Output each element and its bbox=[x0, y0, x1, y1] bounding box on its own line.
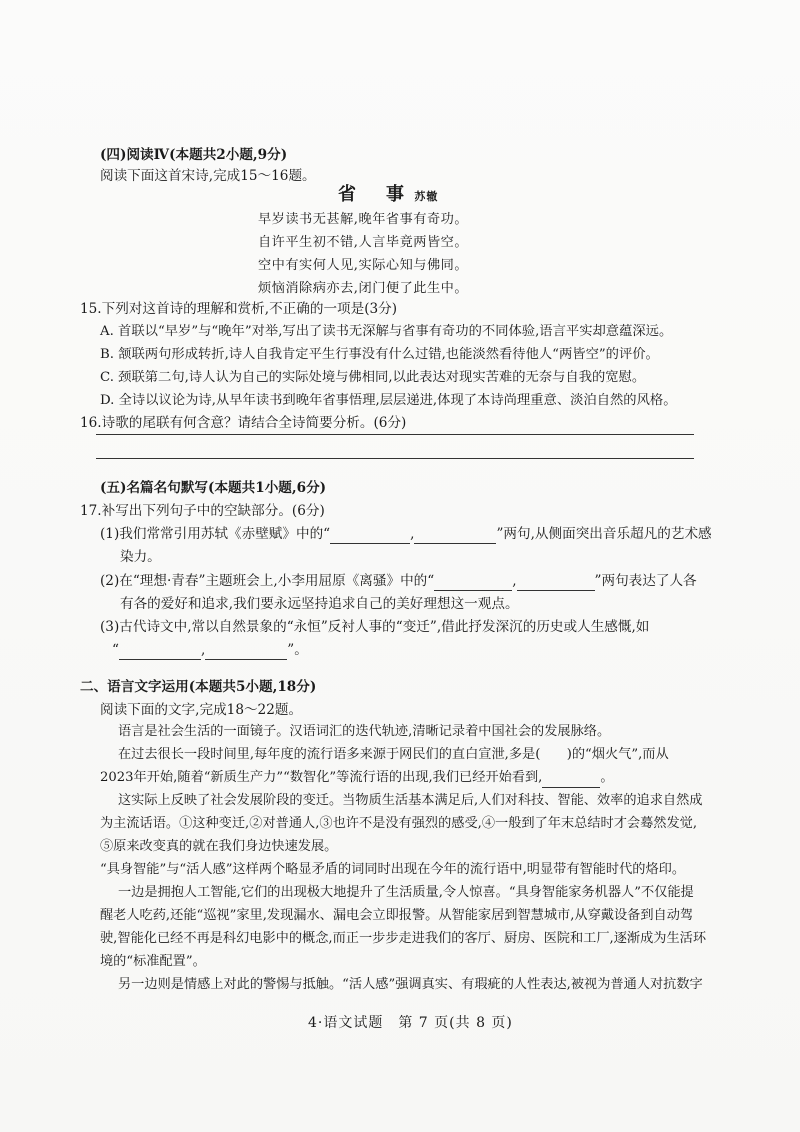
passage-para-2-line-1: 在过去很长一段时间里,每年度的流行语多来源于网民们的直白宣泄,多是( )的“烟火气”,而从 bbox=[118, 747, 669, 762]
passage-para-1: 语言是社会生活的一面镜子。汉语词汇的迭代轨迹,清晰记录着中国社会的发展脉络。 bbox=[118, 724, 611, 739]
q17-item1-text-a: (1)我们常常引用苏轼《赤壁赋》中的“ bbox=[100, 526, 331, 542]
question-16-stem: 16.诗歌的尾联有何含意？请结合全诗简要分析。(6分) bbox=[80, 415, 407, 431]
q17-item2-text-a: (2)在“理想·青春”主题班会上,小李用屈原《离骚》中的“ bbox=[100, 573, 435, 589]
passage-para-6: 另一边则是情感上对此的警惕与抵触。“活人感”强调真实、有瑕疵的人性表达,被视为普通人对抗数字 bbox=[118, 977, 703, 992]
passage-para-3-line-3: ⑤原来改变真的就在我们身边快速发展。 bbox=[100, 839, 338, 854]
q17-item1-text-c: ”两句,从侧面突出音乐超凡的艺术感 bbox=[496, 526, 712, 542]
poem-line-1: 早岁读书无甚解,晚年省事有奇功。 bbox=[258, 212, 469, 227]
passage-para-2-text: 2023年开始,随着“新质生产力”“数智化”等流行语的出现,我们已经开始看到, bbox=[100, 770, 543, 785]
section-heading-recitation: (五)名篇名句默写(本题共1小题,6分) bbox=[100, 480, 327, 496]
question-15-option-c: C. 颈联第二句,诗人认为自己的实际处境与佛相同,以此表达对现实苦难的无奈与自我的宽慰。 bbox=[100, 370, 646, 385]
answer-line-1 bbox=[96, 434, 694, 435]
blank-2b[interactable] bbox=[517, 576, 595, 591]
poem-line-3: 空中有实何人见,实际心知与佛同。 bbox=[258, 258, 469, 273]
question-17-item-3: (3)古代诗文中,常以自然景象的“永恒”反衬人事的“变迁”,借此抒发深沉的历史或人生感慨,如 bbox=[100, 619, 650, 635]
question-17-item-2-cont: 有各的爱好和追求,我们要永远坚持追求自己的美好理想这一观点。 bbox=[120, 596, 519, 612]
part-2-intro: 阅读下面的文字,完成18～22题。 bbox=[100, 702, 303, 718]
q17-item3-comma: , bbox=[200, 642, 206, 658]
blank-1b[interactable] bbox=[414, 529, 496, 544]
poem-author: 苏辙 bbox=[414, 190, 439, 203]
section-intro: 阅读下面这首宋诗,完成15～16题。 bbox=[100, 168, 316, 184]
poem-title: 省 事 bbox=[338, 184, 410, 205]
question-17-stem: 17.补写出下列句子中的空缺部分。(6分) bbox=[80, 503, 325, 519]
question-15-stem: 15.下列对这首诗的理解和赏析,不正确的一项是(3分) bbox=[80, 301, 398, 317]
q17-item1-comma: , bbox=[410, 526, 415, 542]
question-15-option-a: A. 首联以“早岁”与“晚年”对举,写出了读书无深解与省事有奇功的不同体验,语言平实却意蕴深远。 bbox=[100, 324, 673, 339]
part-2-heading: 二、语言文字运用(本题共5小题,18分) bbox=[80, 679, 317, 695]
question-17-item-1 bbox=[100, 524, 712, 544]
passage-para-4: “具身智能”与“活人感”这样两个略显矛盾的词同时出现在今年的流行语中,明显带有智能时代的烙印。 bbox=[100, 862, 686, 877]
question-15-option-d: D. 全诗以议论为诗,从早年读书到晚年省事悟理,层层递进,体现了本诗尚理重意、淡泊自然的风格。 bbox=[100, 393, 677, 408]
poem-line-4: 烦恼消除病亦去,闭门便了此生中。 bbox=[258, 281, 469, 296]
section-heading-reading-4: (四)阅读Ⅳ(本题共2小题,9分) bbox=[100, 147, 288, 163]
passage-para-5-line-2: 醒老人吃药,还能“巡视”家里,发现漏水、漏电会立即报警。从智能家居到智慧城市,从穿戴设备到自动驾 bbox=[100, 908, 694, 923]
bleed-through-text bbox=[520, 140, 770, 220]
passage-para-2-period: 。 bbox=[600, 770, 614, 785]
question-17-item-2 bbox=[100, 571, 697, 591]
blank-1a[interactable] bbox=[330, 529, 410, 544]
poem-line-2: 自许平生初不错,人言毕竟两皆空。 bbox=[258, 235, 469, 250]
q17-item2-comma: , bbox=[512, 573, 517, 589]
passage-para-3-line-2: 为主流话语。①这种变迁,②对普通人,③也许不是没有强烈的感受,④一般到了年末总结时才会蓦然发觉, bbox=[100, 816, 698, 831]
q17-item3-close-quote: ”。 bbox=[287, 642, 308, 658]
passage-para-5-line-1: 一边是拥抱人工智能,它们的出现极大地提升了生活质量,令人惊喜。“具身智能家务机器人”不仅能提 bbox=[118, 885, 694, 900]
blank-3b[interactable] bbox=[205, 645, 287, 660]
question-17-item-3-cont bbox=[112, 640, 308, 660]
passage-para-5-line-3: 驶,智能化已经不再是科幻电影中的概念,而正一步步走进我们的客厅、厨房、医院和工厂,逐渐成为生活环 bbox=[100, 931, 707, 946]
q17-item3-open-quote: “ bbox=[112, 642, 119, 658]
question-15-option-b: B. 颔联两句形成转折,诗人自我肯定平生行事没有什么过错,也能淡然看待他人“两皆空”的评价。 bbox=[100, 347, 659, 362]
passage-para-5-line-4: 境的“标准配置”。 bbox=[100, 954, 206, 969]
question-17-item-1-cont: 染力。 bbox=[120, 549, 161, 565]
passage-para-3-line-1: 这实际上反映了社会发展阶段的变迁。当物质生活基本满足后,人们对科技、智能、效率的追求自然成 bbox=[118, 793, 703, 808]
answer-line-2 bbox=[96, 458, 694, 459]
page-footer: 4·语文试题 第 7 页(共 8 页) bbox=[308, 1015, 513, 1031]
blank-3a[interactable] bbox=[119, 645, 201, 660]
poem-title-block bbox=[338, 185, 438, 207]
passage-para-2-line-2 bbox=[100, 768, 614, 788]
blank-2a[interactable] bbox=[434, 576, 512, 591]
blank-passage[interactable] bbox=[542, 773, 600, 788]
q17-item2-text-c: ”两句表达了人各 bbox=[594, 573, 697, 589]
